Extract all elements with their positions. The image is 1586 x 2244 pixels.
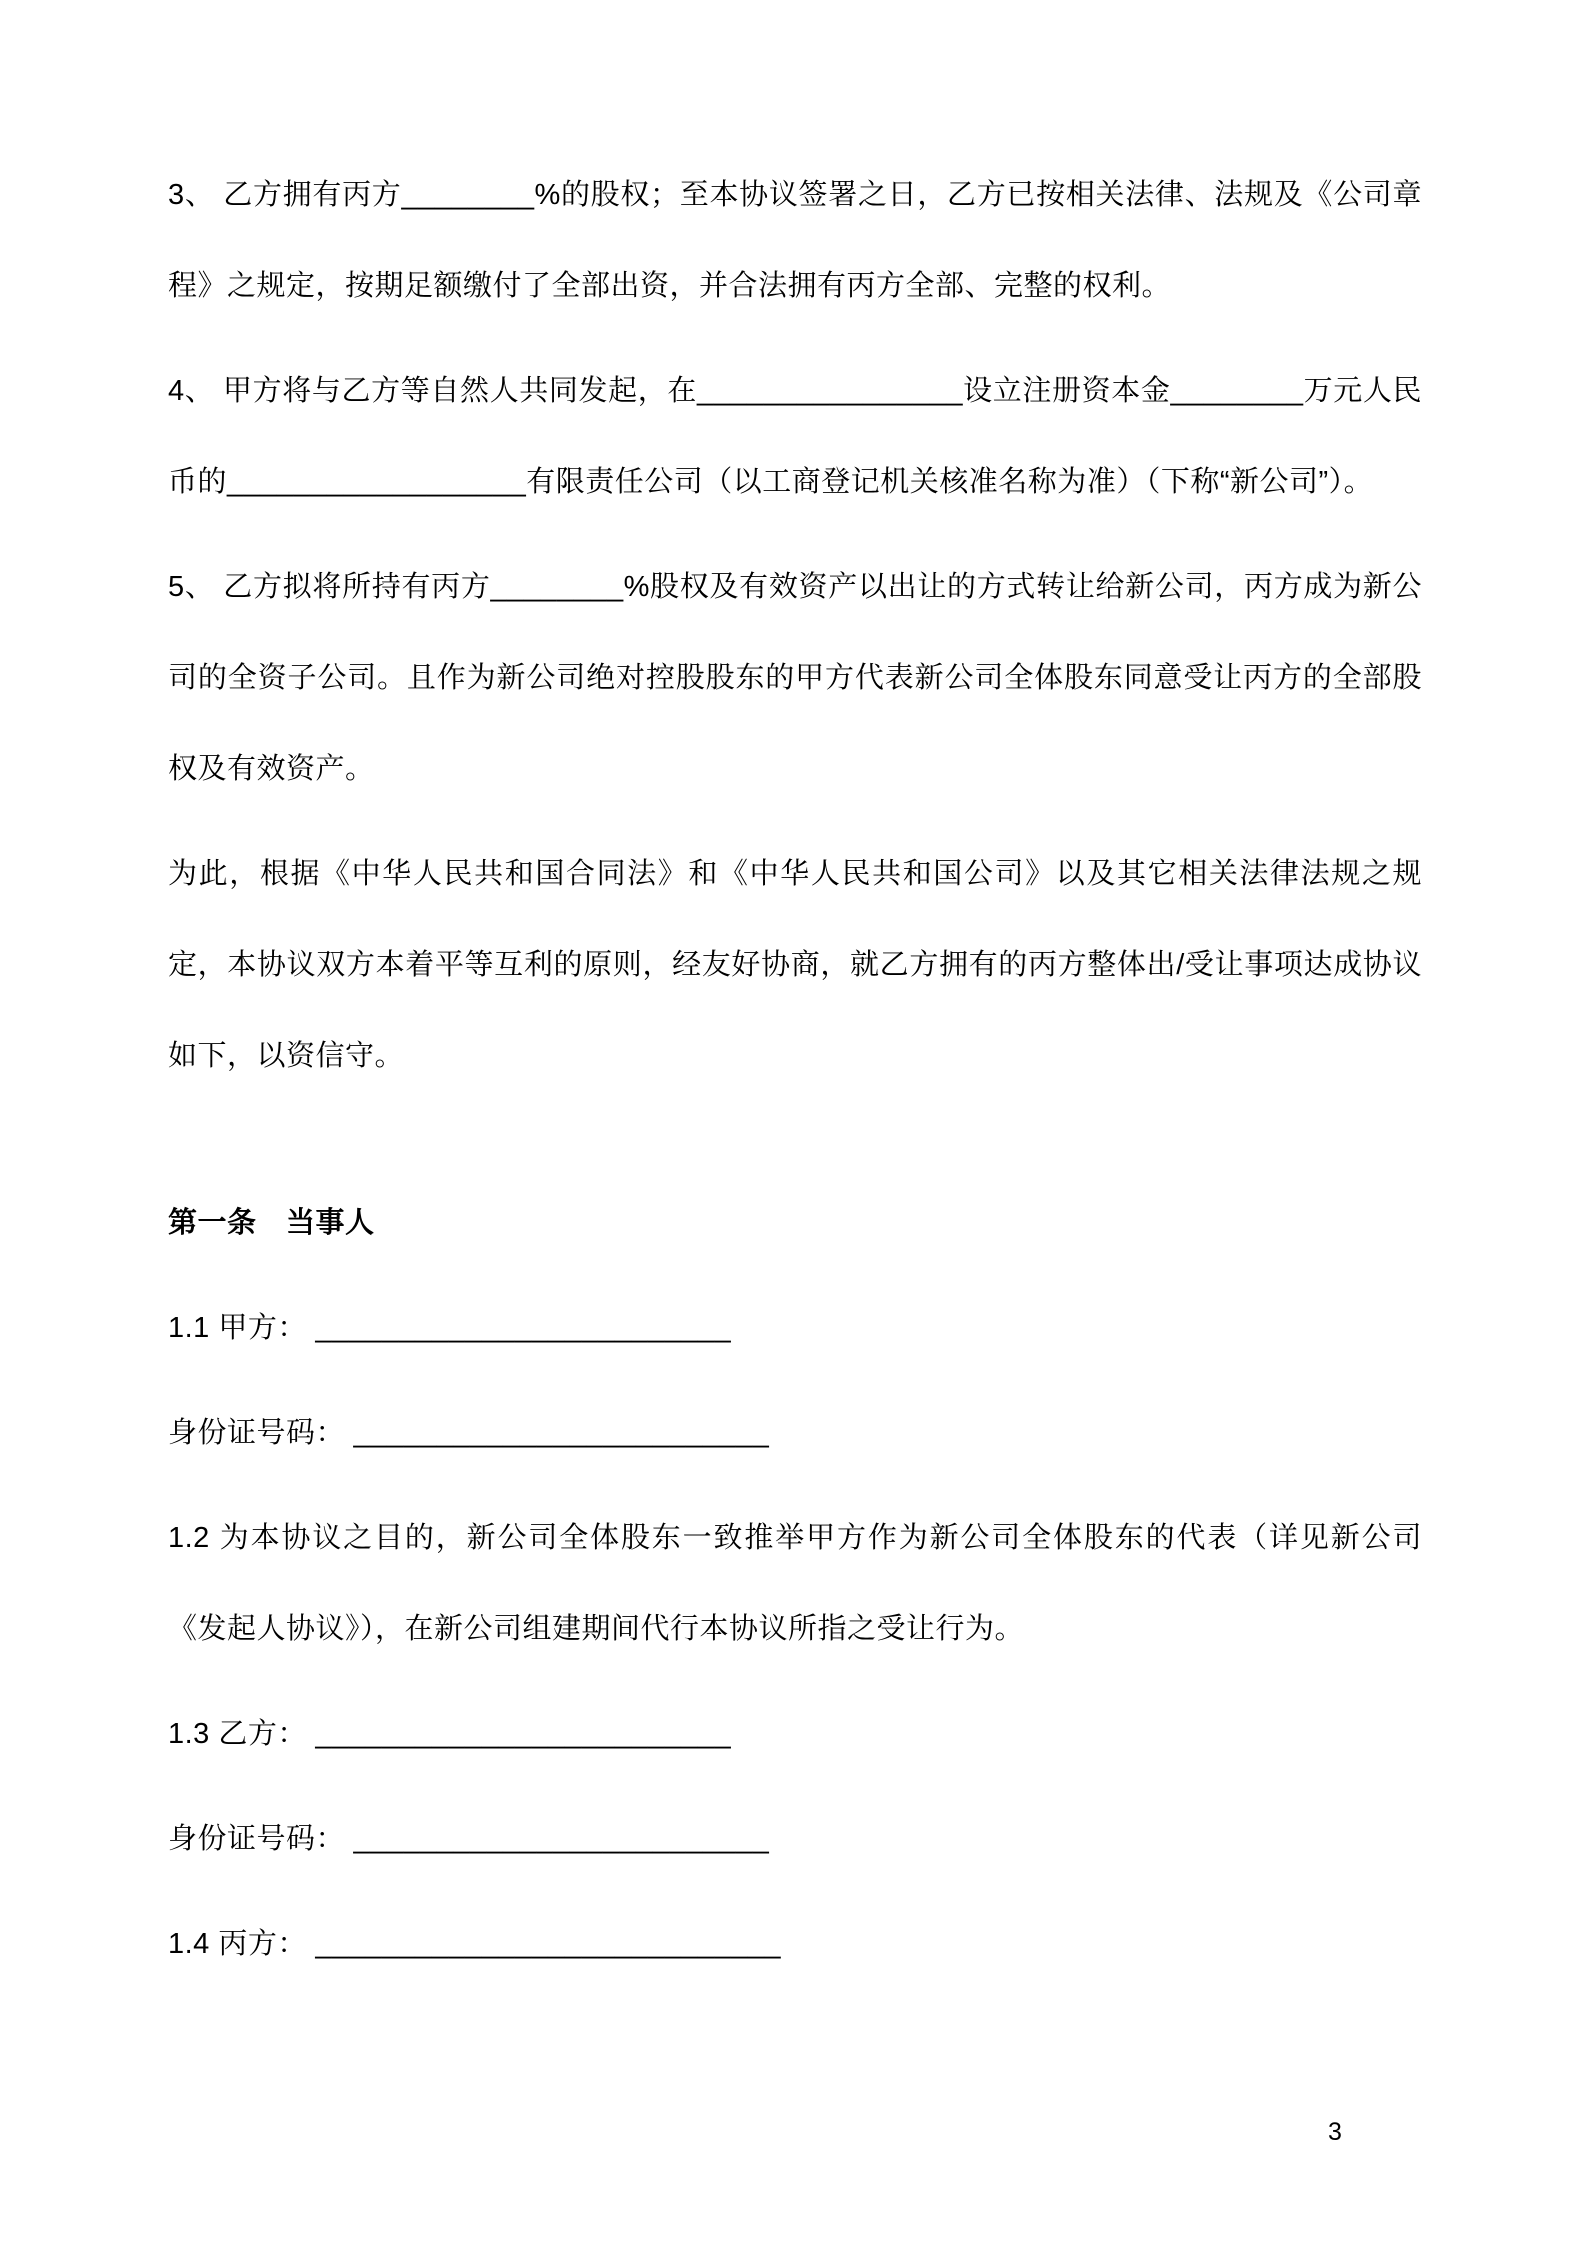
page-number: 3 [1328, 2118, 1342, 2146]
clause-1-1-party-a: 1.1 甲方： _________________________ [168, 1312, 732, 1344]
contract-clause-5: 5、 乙方拟将所持有丙方________%股权及有效资产以出让的方式转让给新公司，丙方成为新公司的全资子公司。且作为新公司绝对控股股东的甲方代表新公司全体股东同意受让丙方的全部股权及有效资产。 [168, 571, 1422, 785]
section-1-heading: 第一条 当事人 [168, 1207, 375, 1239]
party-b-id-number: 身份证号码： _________________________ [168, 1823, 770, 1855]
clause-1-4-party-c: 1.4 丙方： ____________________________ [168, 1928, 782, 1960]
party-a-id-number: 身份证号码： _________________________ [168, 1417, 770, 1449]
clause-1-2: 1.2 为本协议之目的，新公司全体股东一致推举甲方作为新公司全体股东的代表（详见新公司《发起人协议》），在新公司组建期间代行本协议所指之受让行为。 [168, 1522, 1422, 1645]
contract-clause-4: 4、 甲方将与乙方等自然人共同发起，在________________设立注册资本金________万元人民币的__________________有限责任公司（以工商登记机关核准名称为准）（下称“新公司”）。 [168, 375, 1422, 498]
contract-body [168, 150, 1422, 2004]
contract-preamble: 为此，根据《中华人民共和国合同法》和《中华人民共和国公司》以及其它相关法律法规之规定，本协议双方本着平等互利的原则，经友好协商，就乙方拥有的丙方整体出/受让事项达成协议如下，以资信守。 [168, 858, 1422, 1072]
clause-1-3-party-b: 1.3 乙方： _________________________ [168, 1718, 732, 1750]
contract-clause-3: 3、 乙方拥有丙方________%的股权；至本协议签署之日，乙方已按相关法律、法规及《公司章程》之规定，按期足额缴付了全部出资，并合法拥有丙方全部、完整的权利。 [168, 179, 1422, 302]
